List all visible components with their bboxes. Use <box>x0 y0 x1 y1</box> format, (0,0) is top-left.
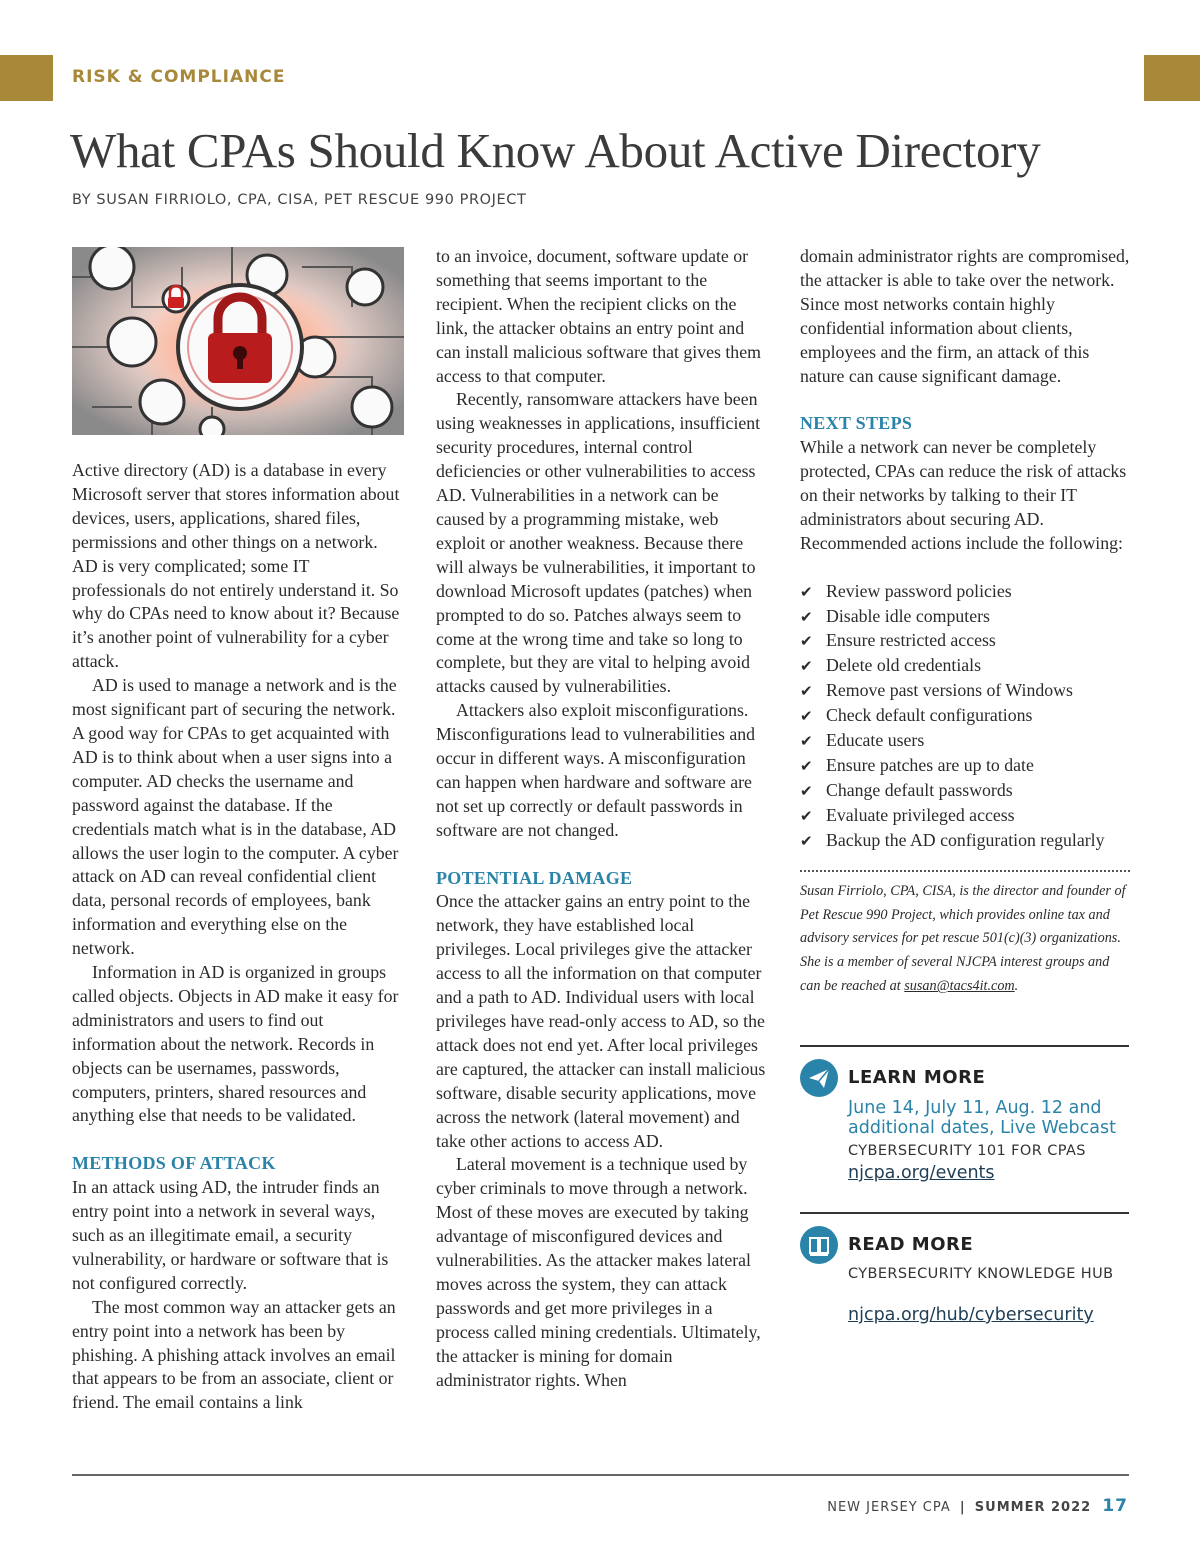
check-icon: ✔ <box>800 657 813 676</box>
footer <box>827 1496 1128 1516</box>
learn-more-box <box>800 1045 1129 1197</box>
paragraph: Active directory (AD) is a database in every Microsoft server that stores information about devices, users, applications, shared files, permissions and other things on a network. AD is very complicated; some IT professionals do not entirely understand it. So why do CPAs need to know about it? Because it’s another point of vulnerability for a cyber attack. <box>72 460 400 672</box>
list-item: ✔ Evaluate privileged access <box>800 804 1130 829</box>
course-title: CYBERSECURITY 101 FOR CPAS <box>848 1143 1086 1159</box>
footer-rule <box>72 1474 1129 1476</box>
heading-next-steps: NEXT STEPS <box>800 413 913 434</box>
publication-name: NEW JERSEY CPA <box>827 1500 951 1515</box>
gold-tab-left <box>0 55 53 101</box>
list-item: ✔ Change default passwords <box>800 779 1130 804</box>
dotted-divider <box>800 870 1130 872</box>
list-item: ✔ Delete old credentials <box>800 654 1130 679</box>
check-icon: ✔ <box>800 682 813 701</box>
check-icon: ✔ <box>800 732 813 751</box>
list-item: ✔ Ensure patches are up to date <box>800 754 1130 779</box>
check-icon: ✔ <box>800 806 813 825</box>
send-icon <box>800 1059 838 1097</box>
issue-date: SUMMER 2022 <box>974 1500 1092 1515</box>
check-icon: ✔ <box>800 632 813 651</box>
check-icon: ✔ <box>800 781 813 800</box>
gold-tab-right <box>1144 55 1200 101</box>
list-item: ✔ Ensure restricted access <box>800 629 1130 654</box>
section-label: RISK & COMPLIANCE <box>72 67 286 87</box>
paragraph: Recently, ransomware attackers have been using weaknesses in applications, insufficient security procedures, internal control deficiencies or other vulnerabilities to access AD. Vulnerabilities in a network can be caused by a programming mistake, web exploit or another weakness. Because there will always be vulnerabilities, it important to download Microsoft updates (patches) when prompted to do so. Patches always seem to come at the wrong time and take so long to complete, but they are vital to helping avoid attacks caused by vulnerabilities. <box>436 389 761 697</box>
list-item: ✔ Review password policies <box>800 580 1130 605</box>
check-icon: ✔ <box>800 831 813 850</box>
paragraph: The most common way an attacker gets an entry point into a network has been by phishing. A phishing attack involves an email that appears to be from an associate, client or friend. The email contains a link <box>72 1296 396 1413</box>
book-icon <box>800 1226 838 1264</box>
paragraph: Once the attacker gains an entry point to the network, they have established local privileges. Local privileges give the attacker access to all the information on that computer and a path to AD. Individual users with local privileges have read-only access to AD, so the attack does not end yet. After local privileges are captured, the attacker can install malicious software, disable security applications, move across the network (lateral movement) and take other actions to access AD. <box>436 891 766 1151</box>
read-more-heading: READ MORE <box>848 1234 974 1255</box>
check-icon: ✔ <box>800 757 813 775</box>
check-icon: ✔ <box>800 707 813 726</box>
separator: | <box>959 1500 966 1515</box>
padlock-network-illustration <box>72 247 404 435</box>
article-title: What CPAs Should Know About Active Directory <box>70 123 1041 178</box>
event-dates: June 14, July 11, Aug. 12 and additional dates, Live Webcast <box>848 1098 1116 1138</box>
paragraph: In an attack using AD, the intruder finds an entry point into a network in several ways, such as an illegitimate email, a security vulnerability, or hardware or software that is not configured correctly. <box>72 1177 389 1293</box>
page-number: 17 <box>1102 1496 1128 1516</box>
list-item: ✔ Educate users <box>800 729 1130 754</box>
hero-image-padlock-network <box>72 247 404 435</box>
heading-potential-damage: POTENTIAL DAMAGE <box>436 867 633 888</box>
recommended-actions-list <box>800 580 1130 854</box>
paragraph: Information in AD is organized in groups called objects. Objects in AD make it easy for administrators and users to find out information about the network. Records in objects can be usernames, passwords, computers, printers, shared resources and anything else that needs to be validated. <box>72 962 399 1126</box>
paragraph: domain administrator rights are compromised, the attacker is able to take over the network. Since most networks contain highly confidential information about clients, employees and the firm, an attack of this nature can cause significant damage. <box>800 246 1130 386</box>
paragraph: Lateral movement is a technique used by cyber criminals to move through a network. Most of these moves are executed by taking advantage of misconfigured devices and vulnerabilities. As the attacker makes lateral moves across the system, they can attack passwords and get more privileges in a process called mining credentials. Ultimately, the attacker is mining for domain administrator rights. When <box>436 1154 761 1390</box>
learn-more-heading: LEARN MORE <box>848 1067 986 1088</box>
byline: BY SUSAN FIRRIOLO, CPA, CISA, PET RESCUE 990 PROJECT <box>72 192 527 208</box>
list-item: ✔ Disable idle computers <box>800 605 1130 630</box>
hub-title: CYBERSECURITY KNOWLEDGE HUB <box>848 1266 1114 1282</box>
check-icon: ✔ <box>800 582 813 601</box>
read-more-box <box>800 1212 1129 1334</box>
list-item: ✔ Backup the AD configuration regularly <box>800 829 1130 854</box>
heading-methods-of-attack: METHODS OF ATTACK <box>72 1153 276 1174</box>
paragraph: to an invoice, document, software update or something that seems important to the recipient. When the recipient clicks on the link, the attacker obtains an entry point and can install malicious software that gives them access to that computer. <box>436 246 761 386</box>
article-column-2 <box>436 245 766 1392</box>
list-item: ✔ Remove past versions of Windows <box>800 679 1130 704</box>
author-email-link[interactable]: susan@tacs4it.com <box>904 978 1015 995</box>
events-link[interactable]: njcpa.org/events <box>848 1163 995 1183</box>
paragraph: Attackers also exploit misconfigurations. Misconfigurations lead to vulnerabilities and occur in different ways. A misconfiguration can happen when hardware and software are not set up correctly or default passwords in software are not changed. <box>436 700 756 840</box>
article-column-3 <box>800 245 1130 999</box>
list-item: ✔ Check default configurations <box>800 704 1130 729</box>
check-icon: ✔ <box>800 607 813 626</box>
article-column-1 <box>72 459 402 1415</box>
paragraph: AD is used to manage a network and is the most significant part of securing the network. A good way for CPAs to get acquainted with AD is to think about when a user signs into a computer. AD checks the username and password against the database. If the credentials match what is in the database, AD allows the user login to the computer. A cyber attack on AD can reveal confidential client data, personal records of employees, bank information and everything else on the network. <box>72 675 399 959</box>
paragraph: While a network can never be completely protected, CPAs can reduce the risk of attacks on their networks by talking to their IT administrators about securing AD. Recommended actions include the following: <box>800 437 1127 553</box>
hub-link[interactable]: njcpa.org/hub/cybersecurity <box>848 1305 1094 1325</box>
author-bio: Susan Firriolo, CPA, CISA, is the director and founder of Pet Rescue 990 Project, which provides online tax and advisory services for pet rescue 501(c)(3) organizations. She is a member of several NJCPA interest groups and can be reached at susan@tacs4it.com. <box>800 882 1126 995</box>
